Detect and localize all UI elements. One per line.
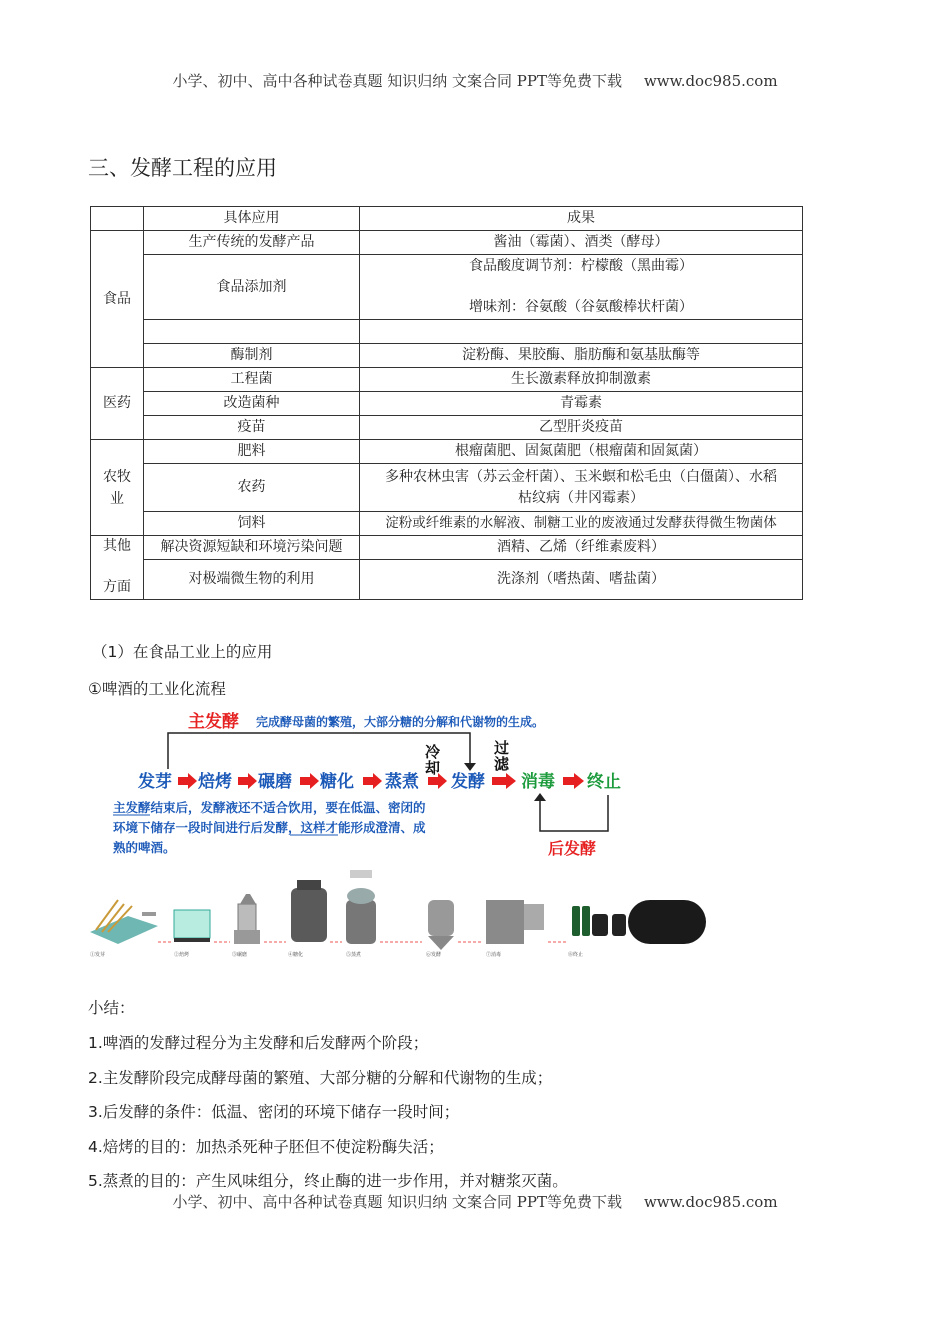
filter-label-2: 滤 — [494, 755, 510, 773]
cell-line: 多种农林虫害（苏云金杆菌）、玉米螟和松毛虫（白僵菌）、水稻 — [385, 468, 777, 485]
cool-label-1: 冷 — [425, 743, 441, 761]
summary-item: 3.后发酵的条件：低温、密闭的环境下储存一段时间； — [88, 1103, 460, 1121]
svg-text:⑤蒸煮: ⑤蒸煮 — [346, 952, 362, 958]
cell-line: 枯纹病（井冈霉素） — [518, 489, 644, 506]
table-row — [91, 440, 803, 464]
beer-flow-diagram — [108, 705, 653, 865]
arrow-icon — [563, 773, 584, 789]
svg-text:③碾磨: ③碾磨 — [232, 952, 248, 958]
cool-label-2: 却 — [425, 759, 441, 777]
application-table — [90, 206, 803, 600]
step-sprout-image — [90, 900, 158, 958]
group-other: 其他 方面 — [91, 536, 144, 600]
step-boil-image — [346, 870, 376, 958]
table-corner — [91, 207, 144, 231]
group-food: 食品 — [91, 231, 144, 368]
note-line-1: 主发酵结束后，发酵液还不适合饮用，要在低温、密闭的 — [113, 800, 426, 815]
table-cell: 青霉素 — [360, 392, 803, 416]
table-header: 成果 — [360, 207, 803, 231]
arrow-icon — [300, 773, 319, 789]
table-row — [91, 464, 803, 512]
summary-item: 1.啤酒的发酵过程分为主发酵和后发酵两个阶段； — [88, 1034, 429, 1052]
table-cell: 酒精、乙烯（纤维素废料） — [360, 536, 803, 560]
section-title: 三、发酵工程的应用 — [88, 156, 277, 180]
footer-text: 小学、初中、高中各种试卷真题 知识归纳 文案合同 PPT等免费下载 — [172, 1193, 622, 1211]
table-cell: 肥料 — [144, 440, 360, 464]
header-text: 小学、初中、高中各种试卷真题 知识归纳 文案合同 PPT等免费下载 — [172, 72, 622, 90]
table-row — [91, 231, 803, 255]
table-row — [91, 392, 803, 416]
step-saccharify-image — [288, 880, 327, 958]
svg-text:④糖化: ④糖化 — [288, 952, 304, 958]
table-cell — [360, 255, 803, 320]
table-cell: 对极端微生物的利用 — [144, 560, 360, 600]
cell-line: 增味剂：谷氨酸（谷氨酸棒状杆菌） — [469, 299, 693, 315]
bracket-arrow-icon — [464, 763, 476, 771]
note-line-2: 环境下储存一段时间进行后发酵，这样才能形成澄清、成 — [113, 820, 426, 835]
table-cell: 酱油（霉菌）、酒类（酵母） — [360, 231, 803, 255]
table-cell: 酶制剂 — [144, 344, 360, 368]
arrow-icon — [238, 773, 257, 789]
svg-text:⑥发酵: ⑥发酵 — [426, 952, 442, 958]
step-sterilize-image — [486, 900, 544, 958]
cell-line: 食品酸度调节剂：柠檬酸（黑曲霉） — [469, 258, 693, 274]
svg-text:②焙烤: ②焙烤 — [174, 952, 190, 958]
caption: ①发芽 — [90, 952, 106, 958]
group-agri: 农牧业 — [91, 440, 144, 536]
page-header — [0, 70, 950, 91]
table-row — [91, 560, 803, 600]
table-cell: 根瘤菌肥、固氮菌肥（根瘤菌和固氮菌） — [360, 440, 803, 464]
after-ferment-label: 后发酵 — [548, 839, 597, 858]
table-cell: 饲料 — [144, 512, 360, 536]
step-sterilize: 消毒 — [521, 772, 555, 792]
table-row — [91, 512, 803, 536]
table-cell: 改造菌种 — [144, 392, 360, 416]
table-cell: 淀粉或纤维素的水解液、制糖工业的废液通过发酵获得微生物菌体 — [360, 512, 803, 536]
note-line-3: 熟的啤酒。 — [113, 840, 176, 855]
table-cell-empty — [144, 320, 360, 344]
equipment-strip — [88, 860, 713, 972]
summary-item: 4.焙烤的目的：加热杀死种子胚但不使淀粉酶失活； — [88, 1138, 444, 1156]
step-saccharify: 糖化 — [320, 772, 354, 792]
table-cell: 食品添加剂 — [144, 255, 360, 320]
table-cell: 解决资源短缺和环境污染问题 — [144, 536, 360, 560]
table-cell: 淀粉酶、果胶酶、脂肪酶和氨基肽酶等 — [360, 344, 803, 368]
table-cell: 农药 — [144, 464, 360, 512]
footer-site: www.doc985.com — [643, 1193, 778, 1211]
table-header: 具体应用 — [144, 207, 360, 231]
table-cell: 洗涤剂（嗜热菌、嗜盐菌） — [360, 560, 803, 600]
step-mill: 碾磨 — [258, 772, 292, 792]
step-roast: 焙烤 — [198, 772, 232, 792]
step-finish: 终止 — [587, 772, 621, 792]
table-cell: 生长激素释放抑制激素 — [360, 368, 803, 392]
table-row — [91, 320, 803, 344]
table-cell: 乙型肝炎疫苗 — [360, 416, 803, 440]
main-ferment-label: 主发酵 — [188, 712, 239, 732]
table-cell: 疫苗 — [144, 416, 360, 440]
table-row — [91, 536, 803, 560]
table-cell: 工程菌 — [144, 368, 360, 392]
page-footer — [0, 1191, 950, 1212]
main-ferment-desc: 完成酵母菌的繁殖，大部分糖的分解和代谢物的生成。 — [256, 715, 545, 729]
arrow-icon — [178, 773, 197, 789]
step-ferment: 发酵 — [451, 772, 485, 792]
table-row — [91, 207, 803, 231]
paragraph-food-industry: （1）在食品工业上的应用 — [92, 643, 273, 661]
filter-label-1: 过 — [494, 739, 510, 757]
step-finish-image — [568, 900, 706, 958]
table-cell-empty — [360, 320, 803, 344]
step-ferment-image — [426, 900, 454, 958]
paragraph-beer-process: ①啤酒的工业化流程 — [88, 680, 226, 698]
table-cell — [360, 464, 803, 512]
table-row — [91, 344, 803, 368]
table-cell: 生产传统的发酵产品 — [144, 231, 360, 255]
svg-text:⑧终止: ⑧终止 — [568, 952, 584, 958]
arrow-icon — [492, 773, 516, 789]
table-row — [91, 255, 803, 320]
summary-item: 2.主发酵阶段完成酵母菌的繁殖、大部分糖的分解和代谢物的生成； — [88, 1069, 553, 1087]
step-boil: 蒸煮 — [385, 772, 419, 792]
table-row — [91, 368, 803, 392]
after-ferment-bracket — [540, 795, 608, 831]
bracket-arrow-icon — [534, 793, 546, 801]
header-site: www.doc985.com — [643, 72, 778, 90]
step-roast-image — [174, 910, 210, 958]
table-row — [91, 416, 803, 440]
svg-text:⑦消毒: ⑦消毒 — [486, 952, 502, 958]
step-mill-image — [232, 894, 260, 958]
arrow-icon — [363, 773, 382, 789]
group-medicine: 医药 — [91, 368, 144, 440]
summary-title: 小结： — [88, 999, 135, 1017]
step-sprout: 发芽 — [138, 772, 172, 792]
summary-item: 5.蒸煮的目的：产生风味组分，终止酶的进一步作用，并对糖浆灭菌。 — [88, 1172, 568, 1190]
